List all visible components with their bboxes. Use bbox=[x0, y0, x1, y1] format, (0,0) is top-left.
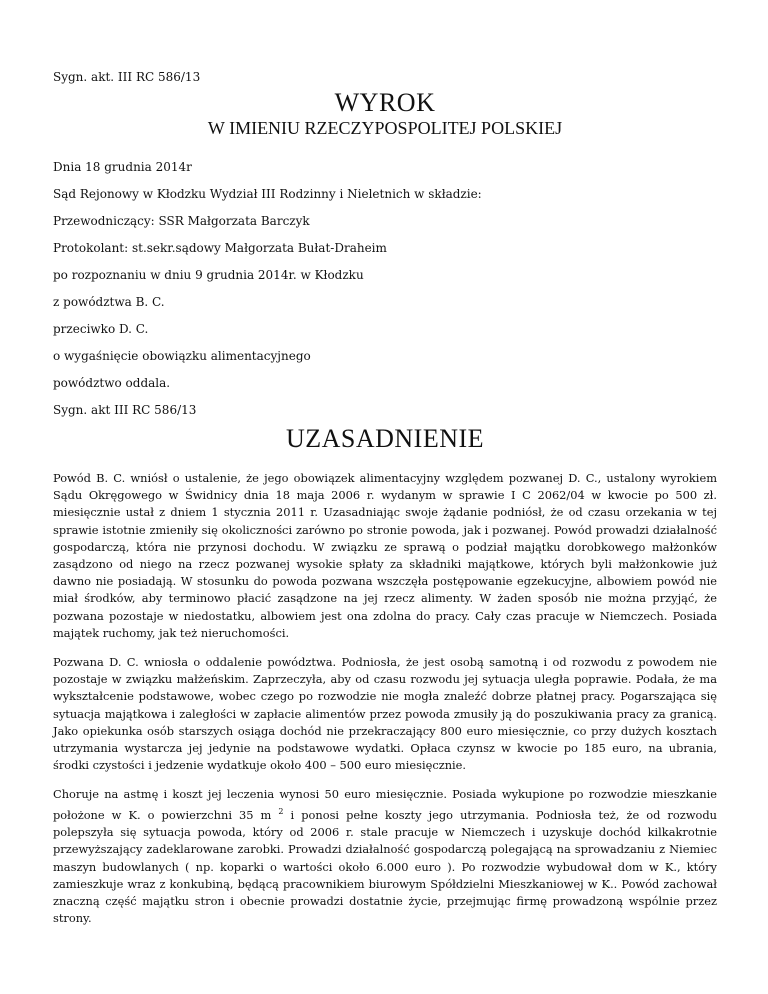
case-reference-bottom: Sygn. akt III RC 586/13 bbox=[53, 403, 197, 417]
justification-title: UZASADNIENIE bbox=[285, 424, 485, 453]
justification-paragraph-3 bbox=[53, 786, 717, 927]
plaintiff-line: z powództwa B. C. bbox=[53, 295, 165, 309]
verdict-subtitle: W IMIENIU RZECZYPOSPOLITEJ POLSKIEJ bbox=[207, 118, 563, 138]
paragraph-3-text-a: Choruje na astmę i koszt jej leczenia wynosi 50 euro miesięcznie. Posiada wykupione po rozwodzie mieszkanie położone w K. o powierzchni 35 m bbox=[53, 787, 717, 822]
verdict-line: powództwo oddala. bbox=[53, 376, 171, 390]
hearing-line: po rozpoznaniu w dniu 9 grudnia 2014r. w Kłodzku bbox=[53, 268, 364, 282]
defendant-line: przeciwko D. C. bbox=[53, 322, 149, 336]
square-meter-superscript: 2 bbox=[278, 807, 284, 817]
court-line: Sąd Rejonowy w Kłodzku Wydział III Rodzinny i Nieletnich w składzie: bbox=[53, 187, 482, 201]
paragraph-3-text-b: i ponosi pełne koszty jego utrzymania. Podniosła też, że od rozwodu polepszyła się sytuacja powoda, który od 2006 r. stale pracuje w Niemczech i uzyskuje dochód kilkakrotnie przewyższający zadeklarowane zarobki. Prowadzi działalność gospodarczą polegającą na sprowadzaniu z Niemiec maszyn budowlanych ( np. koparki o wartości około 6.000 euro ). Po rozwodzie wybudował dom w K., który zamieszkuje wraz z konkubiną, będącą pracownikiem biurowym Spółdzielni Mieszkaniowej w K.. Powód zachował znaczną część majątku stron i obecnie prowadzi dostatnie życie, przejmując firmę prowadzoną wspólnie przez strony. bbox=[53, 808, 717, 926]
subject-line: o wygaśnięcie obowiązku alimentacyjnego bbox=[53, 349, 311, 363]
date-line: Dnia 18 grudnia 2014r bbox=[53, 160, 192, 174]
justification-paragraph-1: Powód B. C. wniósł o ustalenie, że jego obowiązek alimentacyjny względem pozwanej D. C., ustalony wyrokiem Sądu Okręgowego w Świdnicy dnia 18 maja 2006 r. wydanym w sprawie I C 2062/04 w kwocie po 500 zł. miesięcznie ustał z dniem 1 stycznia 2011 r. Uzasadniając swoje żądanie podniósł, że od czasu orzekania w tej sprawie istotnie zmieniły się okoliczności zarówno po stronie powoda, jak i pozwanej. Powód prowadzi działalność gospodarczą, która nie przynosi dochodu. W związku ze sprawą o podział majątku dorobkowego małżonków zasądzono od niego na rzecz pozwanej wysokie spłaty za składniki majątkowe, których byli małżonkowie już dawno nie posiadają. W stosunku do powoda pozwana wszczęła postępowanie egzekucyjne, albowiem powód nie miał środków, aby terminowo płacić zasądzone na jej rzecz alimenty. W żaden sposób nie można przyjąć, że pozwana pozostaje w niedostatku, albowiem jest ona zdolna do pracy. Cały czas pracuje w Niemczech. Posiada majątek ruchomy, jak też nieruchomości. bbox=[53, 471, 717, 640]
justification-paragraph-2: Pozwana D. C. wniosła o oddalenie powództwa. Podniosła, że jest osobą samotną i od rozwodu z powodem nie pozostaje w związku małżeńskim. Zaprzeczyła, aby od czasu rozwodu jej sytuacja uległa poprawie. Podała, że ma wykształcenie podstawowe, wobec czego po rozwodzie nie mogła znaleźć dobrze płatnej pracy. Pogarszająca się sytuacja majątkowa i zaległości w zapłacie alimentów przez powoda zmusiły ją do poszukiwania pracy za granicą. Jako opiekunka osób starszych osiąga dochód nie przekraczający 800 euro miesięcznie, co przy dużych kosztach utrzymania wystarcza jej jedynie na podstawowe wydatki. Opłaca czynsz w kwocie po 185 euro, na ubrania, środki czystości i jedzenie wydatkuje około 400 – 500 euro miesięcznie. bbox=[53, 655, 717, 773]
clerk-line: Protokolant: st.sekr.sądowy Małgorzata Bułat-Draheim bbox=[53, 241, 387, 255]
chair-line: Przewodniczący: SSR Małgorzata Barczyk bbox=[53, 214, 310, 228]
case-reference-top: Sygn. akt. III RC 586/13 bbox=[53, 70, 201, 84]
verdict-title: WYROK bbox=[334, 88, 436, 117]
